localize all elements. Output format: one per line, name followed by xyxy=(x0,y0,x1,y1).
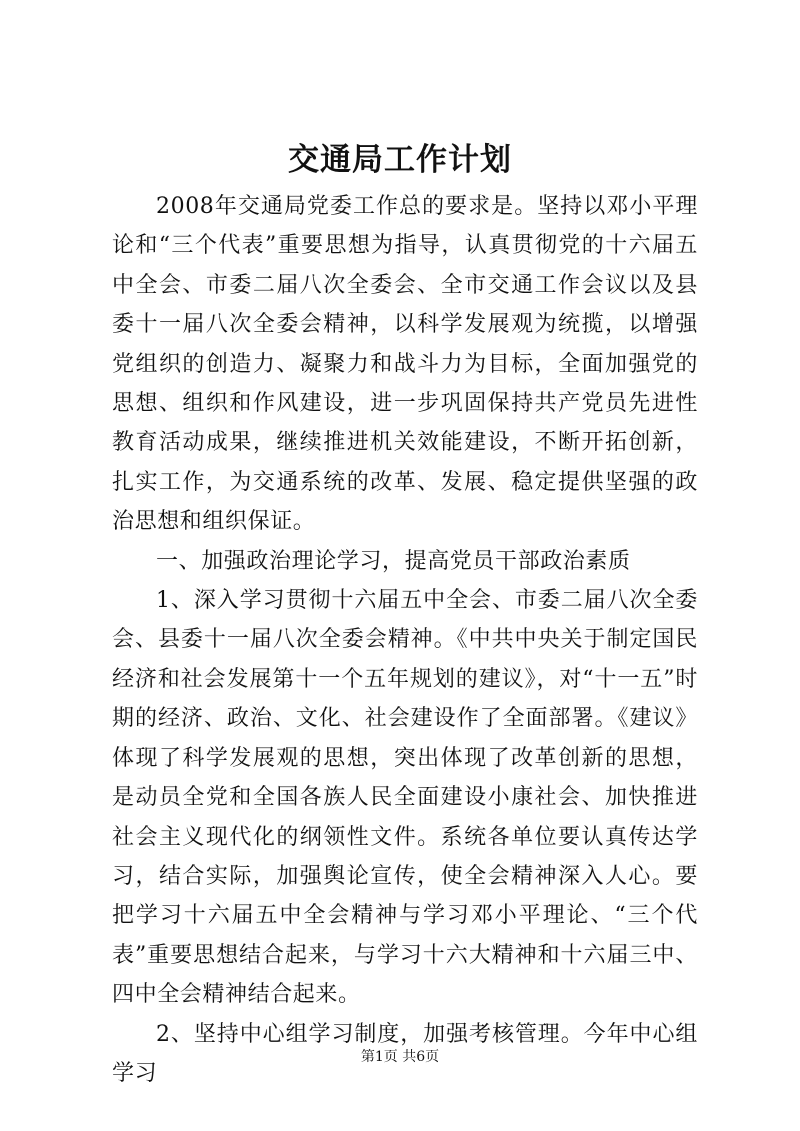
page-footer: 第1页 共6页 xyxy=(360,1049,440,1065)
paragraph-intro: 2008年交通局党委工作总的要求是。坚持以邓小平理论和“三个代表”重要思想为指导，认真贯彻党的十六届五中全会、市委二届八次全委会、全市交通工作会议以及县委十一届八次全委会精神，以科学发展观为统揽，以增强党组织的创造力、凝聚力和战斗力为目标，全面加强党的思想、组织和作风建设，进一步巩固保持共产党员先进性教育活动成果，继续推进机关效能建设，不断开拓创新，扎实工作，为交通系统的改革、发展、稳定提供坚强的政治思想和组织保证。 xyxy=(112,194,698,535)
document-title: 交通局工作计划 xyxy=(288,142,512,178)
document-body xyxy=(112,187,698,1093)
paragraph-item-1: 1、深入学习贯彻十六届五中全会、市委二届八次全委会、县委十一届八次全委会精神。《中共中央关于制定国民经济和社会发展第十一个五年规划的建议》，对“十一五”时期的经济、政治、文化、社会建设作了全面部署。《建议》体现了科学发展观的思想，突出体现了改革创新的思想，是动员全党和全国各族人民全面建设小康社会、加快推进社会主义现代化的纲领性文件。系统各单位要认真传达学习，结合实际，加强舆论宣传，使全会精神深入人心。要把学习十六届五中全会精神与学习邓小平理论、“三个代表”重要思想结合起来，与学习十六大精神和十六届三中、四中全会精神结合起来。 xyxy=(112,588,698,1008)
section-heading-1: 一、加强政治理论学习，提高党员干部政治素质 xyxy=(156,548,631,574)
paragraph-item-2: 2、坚持中心组学习制度，加强考核管理。今年中心组学习 xyxy=(112,1021,698,1086)
